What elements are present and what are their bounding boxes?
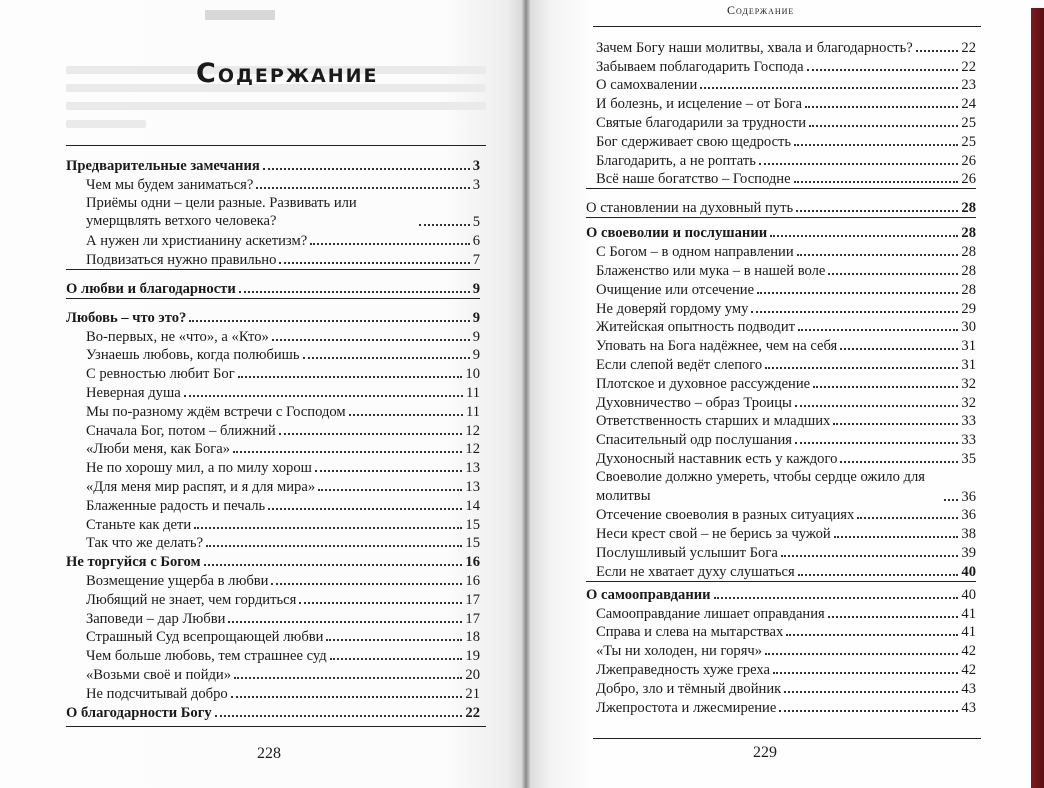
toc-entry[interactable]: Плотское и духовное рассуждение 32 xyxy=(596,375,976,392)
toc-entry[interactable]: Житейская опытность подводит 30 xyxy=(596,319,976,336)
bottom-rule xyxy=(593,738,981,739)
toc-entry[interactable]: Мы по-разному ждём встречи с Господом 11 xyxy=(86,403,480,420)
toc-entry[interactable]: Отсечение своеволия в разных ситуациях 36 xyxy=(596,507,976,524)
toc-title: Содержание xyxy=(196,58,379,89)
toc-entry[interactable]: О любви и благодарности 9 xyxy=(66,269,480,298)
toc-entry[interactable]: О самохвалении 23 xyxy=(596,77,976,94)
toc-entry[interactable]: Не доверяй гордому уму 29 xyxy=(596,300,976,317)
toc-entry[interactable]: Самооправдание лишает оправдания 41 xyxy=(596,605,976,622)
page-number-right: 229 xyxy=(753,744,777,761)
toc-entry[interactable]: Лжеправедность хуже греха 42 xyxy=(596,661,976,678)
title-rule xyxy=(66,145,486,146)
toc-entry[interactable]: Блаженные радость и печаль 14 xyxy=(86,497,480,514)
toc-entry[interactable]: А нужен ли христианину аскетизм? 6 xyxy=(86,232,480,249)
toc-entry[interactable]: Уповать на Бога надёжнее, чем на себя 31 xyxy=(596,338,976,355)
book-cover-edge xyxy=(1031,8,1044,788)
toc-entry[interactable]: Справа и слева на мытарствах 41 xyxy=(596,624,976,641)
toc-entry[interactable]: Благодарить, а не роптать 26 xyxy=(596,152,976,169)
toc-entry[interactable]: Духовничество – образ Троицы 32 xyxy=(596,394,976,411)
toc-list-right xyxy=(586,38,976,717)
book-spine xyxy=(522,0,530,788)
toc-entry[interactable]: Возмещение ущерба в любви 16 xyxy=(86,572,480,589)
toc-entry[interactable]: Послушливый услышит Бога 39 xyxy=(596,544,976,561)
toc-entry[interactable]: «Для меня мир распят, и я для мира» 13 xyxy=(86,478,480,495)
toc-entry[interactable]: «Люби меня, как Бога» 12 xyxy=(86,441,480,458)
toc-entry[interactable]: «Ты ни холоден, ни горяч» 42 xyxy=(596,643,976,660)
toc-entry[interactable]: Чем мы будем заниматься? 3 xyxy=(86,176,480,193)
toc-entry[interactable]: Заповеди – дар Любви 17 xyxy=(86,610,480,627)
toc-entry[interactable]: Подвизаться нужно правильно 7 xyxy=(86,251,480,268)
toc-entry[interactable]: С Богом – в одном направлении 28 xyxy=(596,244,976,261)
bottom-rule xyxy=(66,726,486,727)
toc-entry[interactable]: Если слепой ведёт слепого 31 xyxy=(596,356,976,373)
toc-entry[interactable]: О благодарности Богу 22 xyxy=(66,704,480,721)
toc-entry[interactable]: Святые благодарили за трудности 25 xyxy=(596,114,976,131)
toc-entry[interactable]: Сначала Бог, потом – ближний 12 xyxy=(86,422,480,439)
toc-entry[interactable]: И болезнь, и исцеление – от Бога 24 xyxy=(596,96,976,113)
right-page xyxy=(530,0,1044,788)
toc-entry[interactable]: Духоносный наставник есть у каждого 35 xyxy=(596,450,976,467)
bleed-through-header xyxy=(205,10,275,20)
header-rule xyxy=(593,26,981,27)
bleed-through-line xyxy=(66,120,146,128)
toc-entry[interactable]: С ревностью любит Бог 10 xyxy=(86,366,480,383)
toc-entry[interactable]: Неверная душа 11 xyxy=(86,384,480,401)
toc-list-left xyxy=(66,156,480,722)
toc-entry[interactable]: О самооправдании 40 xyxy=(586,581,976,604)
toc-entry[interactable]: Спасительный одр послушания 33 xyxy=(596,432,976,449)
toc-entry[interactable]: Страшный Суд всепрощающей любви 18 xyxy=(86,629,480,646)
toc-entry[interactable]: Узнаешь любовь, когда полюбишь 9 xyxy=(86,347,480,364)
toc-entry[interactable]: Станьте как дети 15 xyxy=(86,516,480,533)
toc-entry[interactable]: Своеволие должно умереть, чтобы сердце ожило для молитвы 36 xyxy=(596,468,976,505)
toc-entry[interactable]: Так что же делать? 15 xyxy=(86,535,480,552)
toc-entry[interactable]: Если не хватает духу слушаться 40 xyxy=(596,563,976,580)
toc-entry[interactable]: Не по хорошу мил, а по милу хорош 13 xyxy=(86,460,480,477)
running-head: Содержание xyxy=(727,3,795,17)
toc-entry[interactable]: Неси крест свой – не берись за чужой 38 xyxy=(596,526,976,543)
bleed-through-line xyxy=(66,102,486,110)
toc-entry[interactable]: Не торгуйся с Богом 16 xyxy=(66,554,480,571)
toc-entry[interactable]: О становлении на духовный путь 28 xyxy=(586,188,976,217)
toc-entry[interactable]: «Возьми своё и пойди» 20 xyxy=(86,666,480,683)
toc-entry[interactable]: Лжепростота и лжесмирение 43 xyxy=(596,699,976,716)
page-number-left: 228 xyxy=(257,745,281,762)
toc-entry[interactable]: Ответственность старших и младших 33 xyxy=(596,413,976,430)
toc-entry[interactable]: Приёмы одни – цели разные. Развивать или умерщвлять ветхого человека? 5 xyxy=(86,194,480,231)
toc-entry[interactable]: Добро, зло и тёмный двойник 43 xyxy=(596,680,976,697)
toc-entry[interactable]: О своеволии и послушании 28 xyxy=(586,217,976,242)
toc-entry[interactable]: Блаженство или мука – в нашей воле 28 xyxy=(596,262,976,279)
toc-entry[interactable]: Зачем Богу наши молитвы, хвала и благодарность? 22 xyxy=(596,39,976,56)
toc-entry[interactable]: Бог сдерживает свою щедрость 25 xyxy=(596,133,976,150)
toc-entry[interactable]: Чем больше любовь, тем страшнее суд 19 xyxy=(86,648,480,665)
toc-entry[interactable]: Любящий не знает, чем гордиться 17 xyxy=(86,591,480,608)
toc-entry[interactable]: Любовь – что это? 9 xyxy=(66,298,480,327)
toc-entry[interactable]: Не подсчитывай добро 21 xyxy=(86,685,480,702)
toc-entry[interactable]: Очищение или отсечение 28 xyxy=(596,281,976,298)
toc-entry[interactable]: Всё наше богатство – Господне 26 xyxy=(596,171,976,188)
toc-entry[interactable]: Забываем поблагодарить Господа 22 xyxy=(596,58,976,75)
toc-entry[interactable]: Предварительные замечания 3 xyxy=(66,157,480,174)
toc-entry[interactable]: Во-первых, не «что», а «Кто» 9 xyxy=(86,328,480,345)
